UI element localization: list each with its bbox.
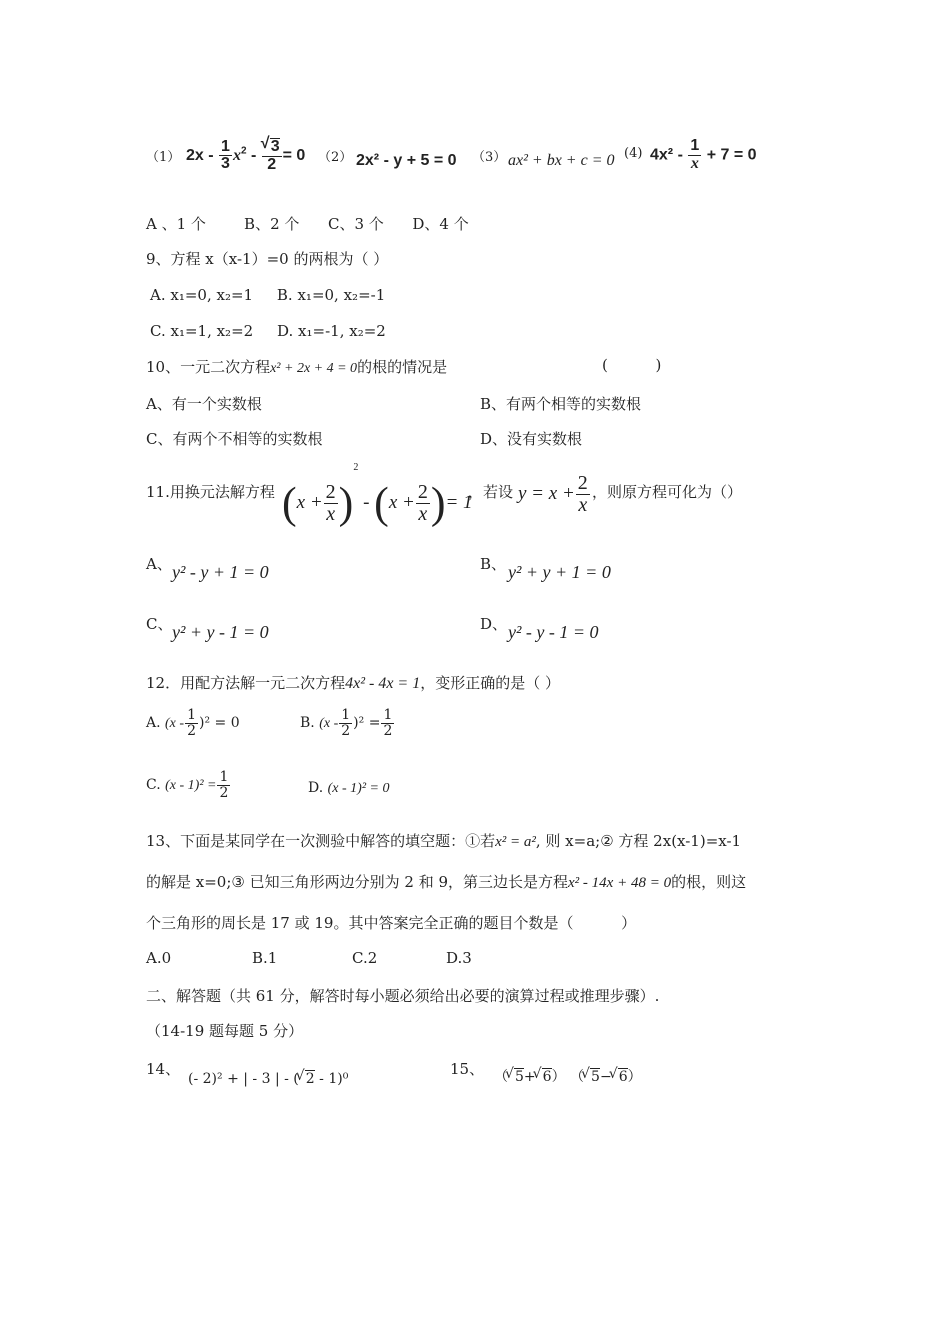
q8-expr-4-den: x [690, 154, 699, 172]
q13-line-1-b: , 则 x=a;② 方程 2x(x-1)=x-1 [535, 832, 742, 850]
q11-stem-a: 11.用换元法解方程 [146, 483, 275, 501]
q8-expr-1-frac-num: 1 [221, 137, 230, 155]
q10-option-b: B、有两个相等的实数根 [480, 395, 642, 413]
q8-item-4-index: (4) [624, 146, 643, 161]
q11-option-d: y² - y - 1 = 0 [508, 622, 599, 642]
q11-stem-b: ，若设 [468, 483, 514, 501]
section-2-title: 二、解答题（共 61 分，解答时每小题必须给出必要的演算过程或推理步骤）. [146, 987, 660, 1005]
q8-expr-1: 2x - $\frac{1}{3}$ $x^2$ - √ $\frac{3}{2}$ = 0 [186, 138, 305, 174]
q15-sqrt-6-b: √ 6 [618, 1068, 628, 1085]
q12-option-a-den: 2 [187, 722, 196, 739]
q8-expr-1-den: 2 [267, 155, 277, 173]
q9-options-cd: C. x₁=1, x₂=2 D. x₁=-1, x₂=2 [150, 322, 386, 340]
q12-option-d-expr: (x - 1)² = 0 [327, 781, 390, 796]
q13-line-2-a: 的解是 x=0;③ 已知三角形两边分别为 2 和 9，第三边长是方程 [146, 873, 569, 891]
q8-expr-4-b: + 7 = 0 [706, 146, 757, 164]
q11-eq-num-2: 2 [417, 481, 428, 504]
q15-rparen-2: ） [627, 1069, 642, 1085]
q12-option-d [308, 780, 390, 797]
q12-option-b-right: )² = [353, 715, 381, 732]
q13-option-d: D.3 [446, 949, 472, 967]
q12-option-a-left: (x - [165, 716, 185, 732]
q11-eq-x-2: x + [388, 492, 415, 513]
q8-expr-1-a: 2x - [186, 147, 214, 165]
q13-line-3: 个三角形的周长是 17 或 19。其中答案完全正确的题目个数是（ ） [146, 914, 637, 932]
q11-eq-square: 2 [353, 462, 359, 473]
q8-expr-4 [650, 138, 757, 173]
q11-option-a-label: A、 [146, 555, 172, 573]
q15-sqrt-5-b: √ 5 [590, 1068, 600, 1085]
q12-option-c-label: C. [146, 777, 161, 794]
q8-expr-4-a: 4x² - [650, 146, 683, 164]
q11-eq-minus: - [363, 492, 370, 513]
q11-substitution [518, 473, 591, 516]
q10-stem [146, 356, 447, 377]
q8-expr-1-minus: - [250, 147, 257, 165]
q11-option-b-label: B、 [480, 555, 507, 573]
q12-stem-text-b: ，变形正确的是（ ） [420, 674, 560, 692]
q12-option-a-num: 1 [187, 707, 196, 723]
q13-line-2-b: 的根，则这 [671, 873, 747, 891]
section-2-note: （14-19 题每题 5 分） [146, 1022, 304, 1040]
q14-expr-a: (- 2)² + | - 3 | - ( [188, 1071, 299, 1087]
q8-item-3-index: （3） [472, 150, 507, 165]
q9-stem: 9、方程 x（x-1）=0 的两根为（ ） [146, 250, 389, 268]
q12-option-b-rden: 2 [383, 722, 393, 739]
q12-option-b-rnum: 1 [383, 707, 393, 723]
q10-stem-text-a: 10、一元二次方程 [146, 358, 271, 376]
q11-eq-x: x + [296, 492, 323, 513]
q8-item-2-index: （2） [318, 150, 353, 165]
q13-line-1-eq: x² = a² [495, 834, 536, 850]
q11-eq-den-2: x [418, 503, 428, 526]
q11-equation: (x + $\frac{2}{x}$ )$^2$ - (x + $\frac{2}{x}$ )= 1 [282, 462, 473, 528]
q15-label: 15、 [450, 1060, 485, 1078]
q11-stem-c: ，则原方程可化为（） [592, 483, 743, 501]
q12-option-b [300, 708, 395, 738]
q15-lparen-2: （ [570, 1069, 585, 1085]
q13-option-c: C.2 [352, 949, 378, 967]
q10-option-c: C、有两个不相等的实数根 [146, 430, 323, 448]
q11-option-c: y² + y - 1 = 0 [172, 622, 269, 642]
q15-plus: + [523, 1069, 536, 1085]
q15-rparen-1: ） [551, 1069, 566, 1085]
q8-expr-1-sqrt: √ 3 [270, 138, 280, 156]
q11-sub-num: 2 [577, 472, 588, 494]
q12-option-a [146, 708, 240, 738]
q15-lparen-1: （ [494, 1069, 508, 1085]
q12-equation: 4x² - 4x = 1 [345, 675, 421, 692]
q13-option-b: B.1 [252, 949, 278, 967]
q10-stem-text-b: 的根的情况是 [357, 358, 448, 376]
q11-option-c-label: C、 [146, 615, 173, 633]
q10-answer-paren: ( ) [602, 356, 662, 374]
q11-sub-a: y = x + [518, 482, 575, 504]
q10-equation: x² + 2x + 4 = 0 [270, 361, 358, 376]
q11-eq-end: = 1 [445, 492, 473, 513]
q8-options: A 、1 个 B、2 个 C、3 个 D、4 个 [146, 215, 469, 233]
q8-expr-1-eq: = 0 [282, 147, 306, 165]
q10-option-a: A、有一个实数根 [146, 395, 262, 413]
q13-option-a: A.0 [146, 949, 172, 967]
q8-expr-2: 2x² - y + 5 = 0 [356, 152, 457, 169]
q12-option-c [146, 770, 231, 800]
q12-option-d-label: D. [308, 780, 324, 796]
q13-line-1 [146, 830, 741, 851]
q11-eq-den: x [326, 503, 336, 526]
q8-item-1-index: （1） [146, 150, 181, 165]
q12-option-c-num: 1 [219, 769, 229, 785]
q12-stem-text-a: 12．用配方法解一元二次方程 [146, 674, 346, 692]
q12-option-b-label: B. [300, 715, 315, 732]
q8-expr-3: ax² + bx + c = 0 [508, 152, 615, 169]
q15-expression [494, 1058, 642, 1086]
q12-option-c-den: 2 [219, 784, 229, 801]
q15-sqrt-6-a: √ 6 [542, 1068, 552, 1085]
q9-options-ab: A. x₁=0, x₂=1 B. x₁=0, x₂=-1 [150, 286, 386, 304]
q11-option-a: y² - y + 1 = 0 [172, 562, 269, 582]
q13-line-2 [146, 871, 746, 892]
q12-option-a-right: )² = 0 [198, 715, 240, 732]
q14-expr-b: - 1)⁰ [319, 1071, 349, 1087]
q11-option-d-label: D、 [480, 615, 508, 633]
q11-sub-den: x [578, 494, 588, 516]
q11-eq-num: 2 [325, 481, 336, 504]
q12-option-c-left: (x - 1)² = [165, 778, 217, 794]
q12-option-a-label: A. [146, 715, 161, 732]
q13-line-1-a: 13、下面是某同学在一次测验中解答的填空题：①若 [146, 832, 496, 850]
q12-option-b-den: 2 [341, 722, 351, 739]
q15-sqrt-5-a: √ 5 [514, 1068, 524, 1085]
q12-stem [146, 672, 560, 693]
q11-option-b: y² + y + 1 = 0 [508, 562, 611, 582]
q14-label: 14、 [146, 1060, 181, 1078]
q14-sqrt-2: √ 2 [305, 1070, 315, 1087]
q8-expr-1-x: x [232, 147, 241, 165]
q15-minus: − [599, 1069, 612, 1085]
q8-expr-1-frac-den: 3 [221, 155, 230, 173]
q13-line-2-eq: x² - 14x + 48 = 0 [568, 875, 672, 891]
q12-option-b-num: 1 [341, 707, 351, 723]
q14-expression [188, 1070, 348, 1087]
q10-option-d: D、没有实数根 [480, 430, 583, 448]
q12-option-b-left: (x - [319, 716, 339, 732]
q8-expr-4-num: 1 [690, 137, 700, 154]
